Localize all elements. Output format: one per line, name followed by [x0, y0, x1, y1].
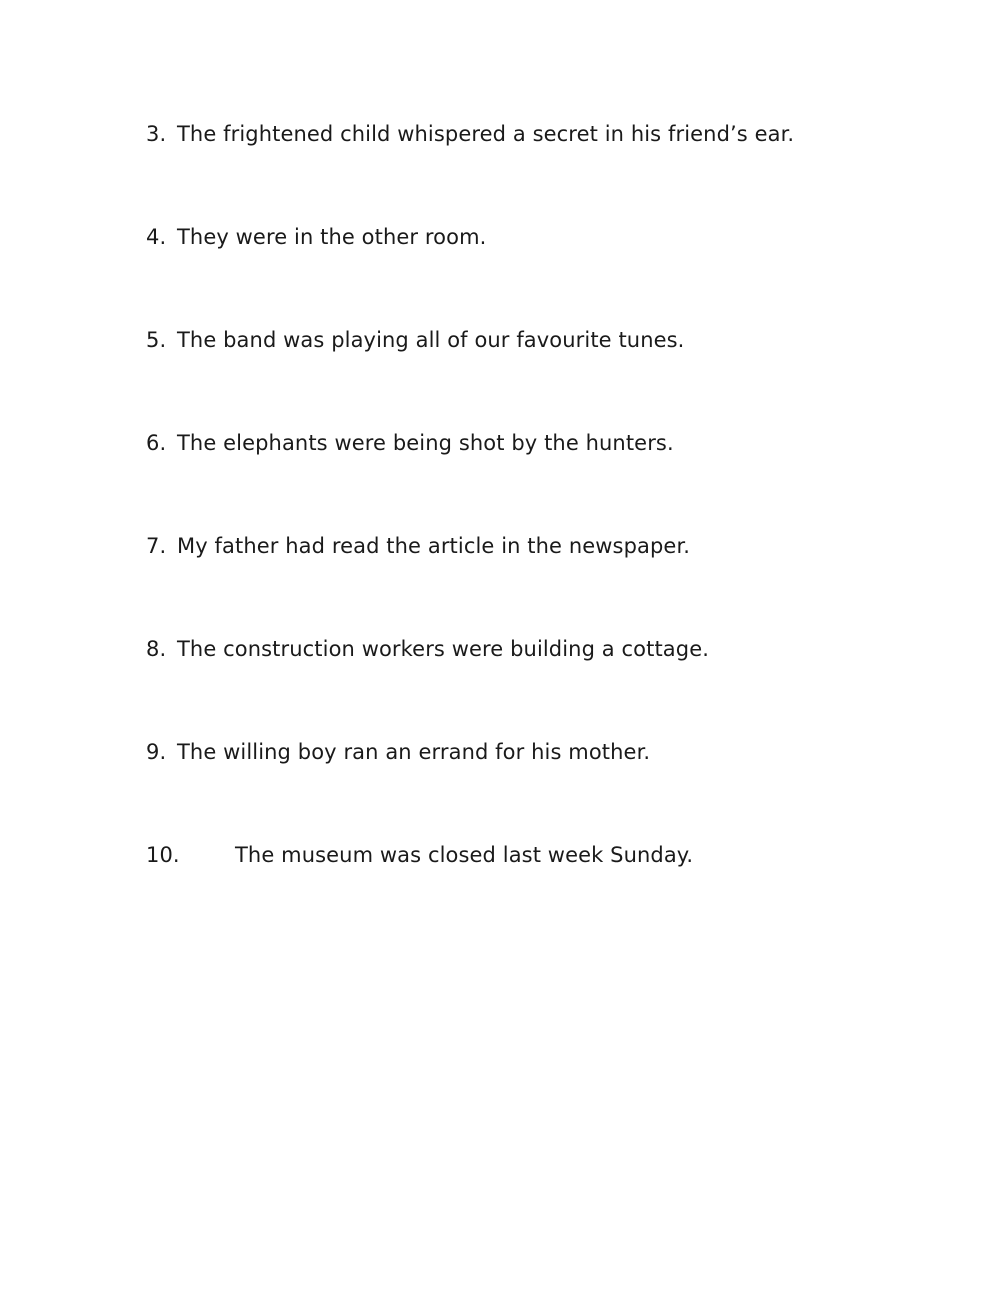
item-sentence: My father had read the article in the newspaper. — [177, 534, 691, 558]
item-number: 5. — [146, 328, 167, 352]
item-number: 3. — [146, 122, 167, 146]
list-item — [146, 220, 794, 323]
item-number: 4. — [146, 225, 167, 249]
item-sentence: The museum was closed last week Sunday. — [235, 843, 694, 867]
sentence-list — [146, 117, 794, 941]
list-item — [146, 529, 794, 632]
list-item — [146, 323, 794, 426]
list-item — [146, 735, 794, 838]
list-item — [146, 838, 794, 941]
item-number: 7. — [146, 534, 167, 558]
item-number: 6. — [146, 431, 167, 455]
list-item — [146, 426, 794, 529]
item-sentence: They were in the other room. — [177, 225, 487, 249]
item-sentence: The construction workers were building a cottage. — [177, 637, 709, 661]
item-number: 9. — [146, 740, 167, 764]
item-number: 10. — [146, 843, 180, 867]
item-number: 8. — [146, 637, 167, 661]
item-sentence: The willing boy ran an errand for his mother. — [177, 740, 651, 764]
item-sentence: The frightened child whispered a secret in his friend’s ear. — [177, 122, 795, 146]
item-sentence: The elephants were being shot by the hunters. — [177, 431, 674, 455]
list-item — [146, 117, 794, 220]
item-sentence: The band was playing all of our favourite tunes. — [177, 328, 685, 352]
list-item — [146, 632, 794, 735]
